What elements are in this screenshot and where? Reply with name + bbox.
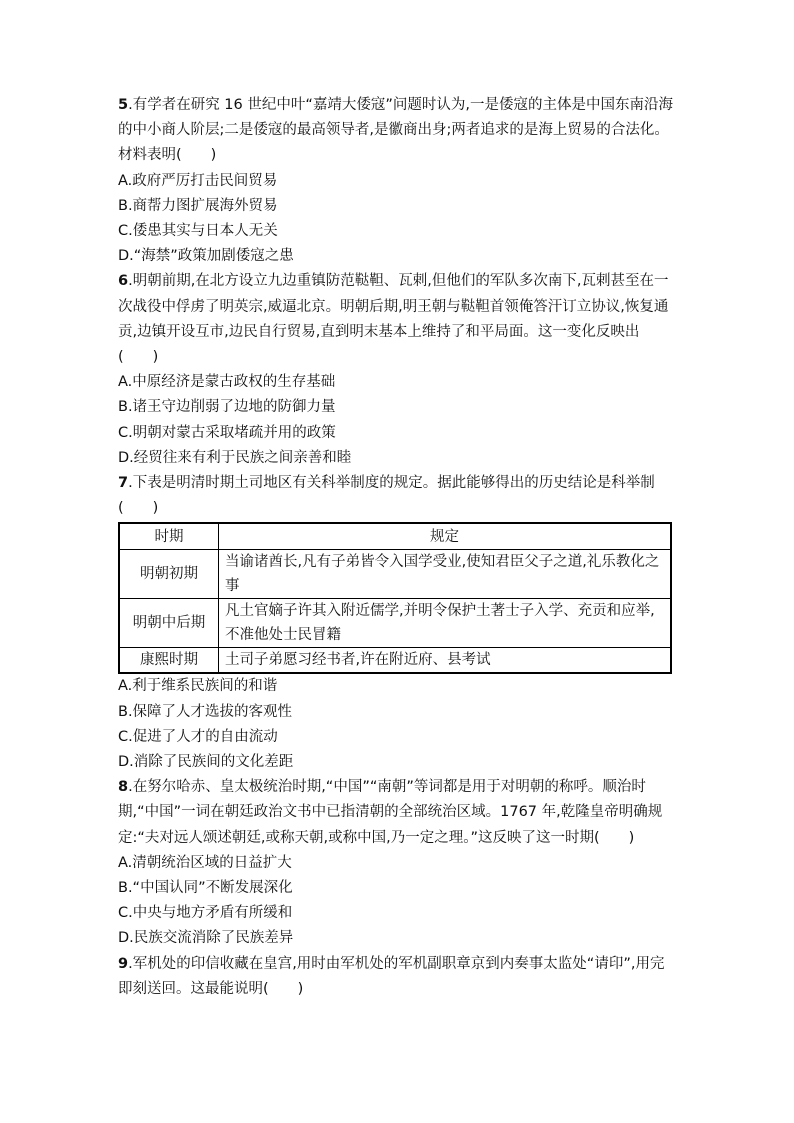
option-c: C.中央与地方矛盾有所缓和: [118, 905, 293, 922]
option-b: B.“中国认同”不断发展深化: [118, 880, 293, 897]
period-cell: 明朝中后期: [119, 599, 219, 648]
question-8-stem: [118, 775, 678, 851]
question-5-stem: [118, 93, 678, 169]
question-page: [118, 93, 678, 1002]
question-number: 8: [118, 779, 129, 796]
question-text: .明朝前期,在北方设立九边重镇防范鞑靼、瓦剌,但他们的军队多次南下,瓦剌甚至在一次战役中俘虏了明英宗,威逼北京。明朝后期,明王朝与鞑靼首领俺答汗订立协议,恢复通贡,边镇开设互市,边民自行贸易,直到明末基本上维持了和平局面。这一变化反映出( ): [118, 273, 669, 366]
option-d: D.民族交流消除了民族差异: [118, 930, 294, 947]
option-c: C.促进了人才的自由流动: [118, 728, 278, 745]
regulation-table: [118, 522, 672, 674]
option-b: B.诸王守边削弱了边地的防御力量: [118, 399, 336, 416]
rule-cell: 当谕诸酋长,凡有子弟皆令入国学受业,使知君臣父子之道,礼乐教化之事: [219, 550, 672, 599]
option-a: A.利于维系民族间的和谐: [118, 678, 278, 695]
question-number: 5: [118, 97, 129, 113]
rule-cell: 凡土官嫡子许其入附近儒学,并明令保护土著士子入学、充贡和应举,不准他处士民冒籍: [219, 599, 672, 648]
table-row: [119, 599, 671, 648]
rule-cell: 土司子弟愿习经书者,许在附近府、县考试: [219, 648, 672, 674]
option-d: D.消除了民族间的文化差距: [118, 754, 294, 771]
table-header-row: [119, 523, 671, 550]
option-c: C.倭患其实与日本人无关: [118, 223, 278, 240]
table-row: [119, 648, 671, 674]
option-a: A.清朝统治区域的日益扩大: [118, 854, 292, 871]
period-cell: 明朝初期: [119, 550, 219, 599]
question-text: .军机处的印信收藏在皇宫,用时由军机处的军机副职章京到内奏事太监处“请印”,用完即刻送回。这最能说明( ): [118, 955, 665, 997]
option-b: B.商帮力图扩展海外贸易: [118, 197, 278, 214]
option-d: D.经贸往来有利于民族之间亲善和睦: [118, 449, 352, 466]
header-period: 时期: [119, 523, 219, 550]
period-cell: 康熙时期: [119, 648, 219, 674]
header-rule: 规定: [219, 523, 672, 550]
question-9-stem: [118, 952, 678, 1002]
question-number: 9: [118, 955, 129, 972]
option-c: C.明朝对蒙古采取堵疏并用的政策: [118, 424, 336, 441]
question-6-stem: [118, 269, 678, 370]
option-b: B.保障了人才选拔的客观性: [118, 703, 293, 720]
option-a: A.中原经济是蒙古政权的生存基础: [118, 374, 336, 391]
option-d: D.“海禁”政策加剧倭寇之患: [118, 248, 294, 265]
question-number: 6: [118, 273, 129, 290]
question-text: .下表是明清时期土司地区有关科举制度的规定。据此能够得出的历史结论是科举制( ): [118, 475, 655, 517]
question-text: .有学者在研究 16 世纪中叶“嘉靖大倭寇”问题时认为,一是倭寇的主体是中国东南沿海的中小商人阶层;二是倭寇的最高领导者,是徽商出身;两者追求的是海上贸易的合法化。材料表明( ): [118, 97, 674, 164]
option-a: A.政府严厉打击民间贸易: [118, 172, 278, 189]
question-number: 7: [118, 475, 129, 492]
question-text: .在努尔哈赤、皇太极统治时期,“中国”“南朝”等词都是用于对明朝的称呼。顺治时期,“中国”一词在朝廷政治文书中已指清朝的全部统治区域。1767 年,乾隆皇帝明确规定:“夫对远人颂述朝廷,或称天朝,或称中国,乃一定之理。”这反映了这一时期( ): [118, 779, 663, 846]
question-7-stem: [118, 471, 678, 521]
table-row: [119, 550, 671, 599]
